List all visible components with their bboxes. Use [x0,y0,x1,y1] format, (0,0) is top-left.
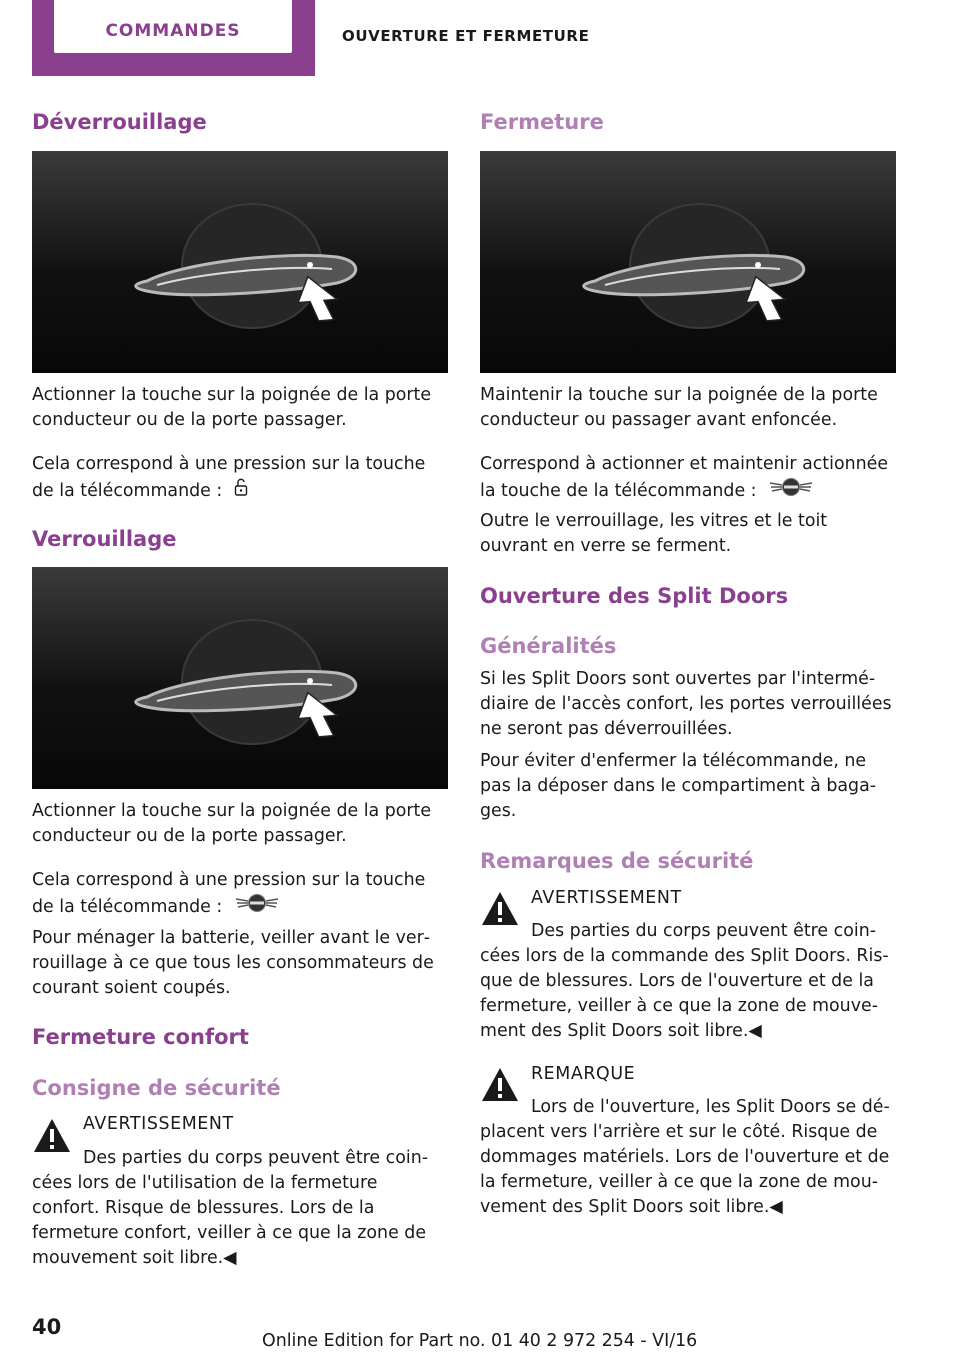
mini-wings-icon [234,893,280,921]
chapter-tab-label: COMMANDES [105,21,241,41]
comfort-warning-title: AVERTISSEMENT [83,1114,234,1134]
lock-heading: Verrouillage [32,527,177,551]
general-paragraph-2: Pour éviter d'enfermer la télécommande, ne pas la déposer dans le compartiment à bagages. [480,751,877,821]
comfort-closing-heading: Fermeture confort [32,1025,249,1049]
unlock-padlock-icon [234,477,248,505]
safety-notice-heading: Consigne de sécurité [32,1076,281,1100]
section-title: OUVERTURE ET FERMETURE [342,27,590,45]
lock-paragraph-3: Pour ménager la batterie, veiller avant le verrouillage à ce que tous les consommateurs de courant soient coupés. [32,928,434,998]
comfort-warning-text: Des parties du corps peuvent être coincées lors de l'utilisation de la fermeture confort. Risque de blessures. Lors de la fermeture confort, veiller à ce que la zone de mouvement soit libre.◀ [32,1148,428,1268]
safety-remarks-heading: Remarques de sécurité [480,849,754,873]
unlock-heading: Déverrouillage [32,110,207,134]
door-handle-photo-closing [480,151,896,373]
closing-paragraph-3: Outre le verrouillage, les vitres et le toit ouvrant en verre se ferment. [480,511,828,556]
closing-paragraph-2 [480,452,896,505]
general-paragraph-1: Si les Split Doors sont ouvertes par l'intermédiaire de l'accès confort, les portes verrouillées ne seront pas déverrouillées. [480,669,892,739]
split-doors-warning-title: AVERTISSEMENT [531,888,682,908]
closing-paragraph-1: Maintenir la touche sur la poignée de la porte conducteur ou passager avant enfoncée. [480,385,878,430]
page-number: 40 [32,1315,62,1339]
edition-footer: Online Edition for Part no. 01 40 2 972 254 - VI/16 [262,1331,698,1351]
mini-wings-icon [768,477,814,505]
split-doors-note-text: Lors de l'ouverture, les Split Doors se déplacent vers l'arrière et sur le côté. Risque de dommages matériels. Lors de l'ouverture et de la fermeture, veiller à ce que la zone de mouvement des Split Doors soit libre.◀ [480,1097,890,1217]
door-handle-photo-unlock [32,151,448,373]
door-handle-photo-lock [32,567,448,789]
unlock-paragraph-2 [32,452,448,505]
lock-paragraph-1: Actionner la touche sur la poignée de la porte conducteur ou de la porte passager. [32,801,432,846]
unlock-paragraph-2-text: Cela correspond à une pression sur la touche de la télécommande : [32,454,426,501]
unlock-paragraph-1: Actionner la touche sur la poignée de la porte conducteur ou de la porte passager. [32,385,432,430]
split-doors-note-title: REMARQUE [531,1064,636,1084]
closing-heading: Fermeture [480,110,604,134]
lock-paragraph-2-text: Cela correspond à une pression sur la touche de la télécommande : [32,870,426,917]
closing-paragraph-2-text: Correspond à actionner et maintenir actionnée la touche de la télécommande : [480,454,889,501]
split-doors-heading: Ouverture des Split Doors [480,584,789,608]
general-heading: Généralités [480,634,617,658]
split-doors-warning-text: Des parties du corps peuvent être coincées lors de la commande des Split Doors. Risque de blessures. Lors de l'ouverture et de la fermeture, veiller à ce que la zone de mouvement des Split Doors soit libre.◀ [480,921,889,1041]
lock-paragraph-2 [32,868,448,921]
